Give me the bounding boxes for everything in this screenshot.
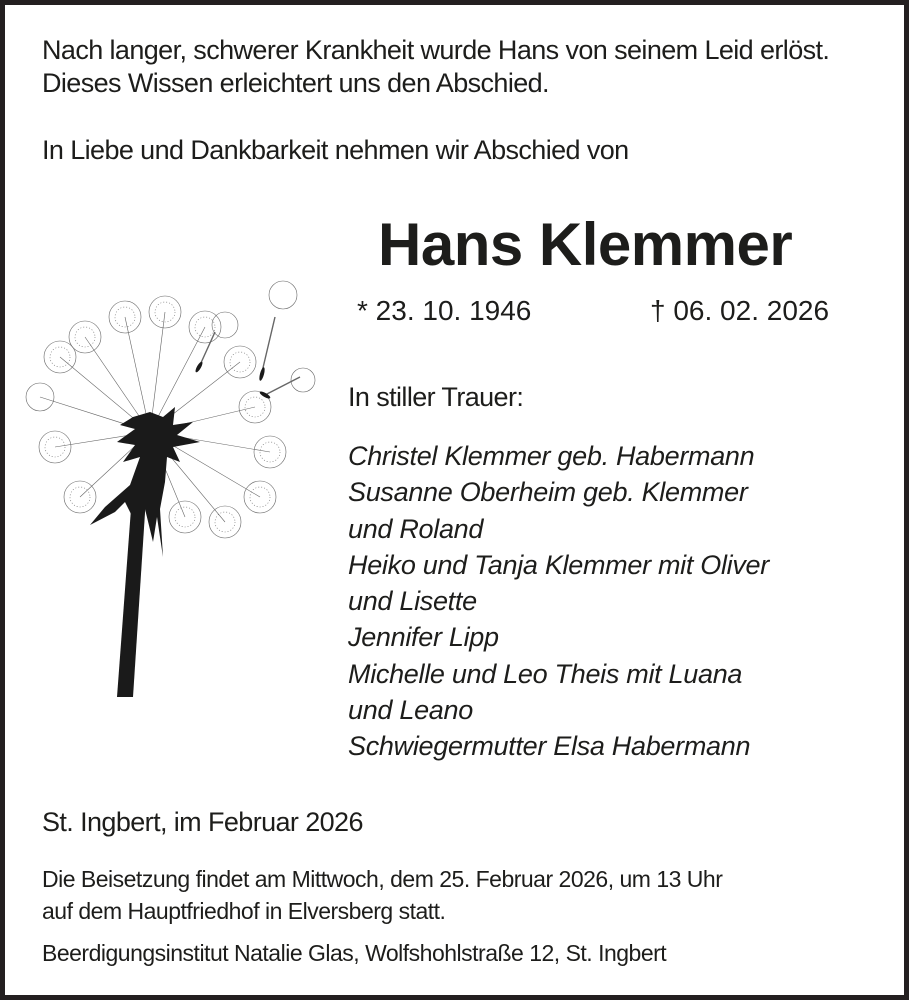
mourner-line: Jennifer Lipp [348,622,499,653]
undertaker-info: Beerdigungsinstitut Natalie Glas, Wolfshohlstraße 12, St. Ingbert [42,940,667,966]
mourner-line: Christel Klemmer geb. Habermann [348,441,755,471]
birth-date: * 23. 10. 1946 [357,295,532,326]
mourner-line: Michelle und Leo Theis mit Luana [348,658,743,689]
mourner-line: und Leano [348,695,473,726]
mourner-line: Susanne Oberheim geb. Klemmer [348,477,748,508]
deceased-name: Hans Klemmer [378,211,793,278]
mourners-heading: In stiller Trauer: [348,382,524,412]
dandelion-icon [25,277,345,702]
mourner-line: und Roland [348,513,484,544]
burial-info-line-1: Die Beisetzung findet am Mittwoch, dem 25. Februar 2026, um 13 Uhr [42,866,723,892]
intro-text-line-2: Dieses Wissen erleichtert uns den Abschied. [42,68,549,98]
farewell-text: In Liebe und Dankbarkeit nehmen wir Abschied von [42,135,629,165]
death-date: † 06. 02. 2026 [650,295,830,326]
mourner-line: Heiko und Tanja Klemmer mit Oliver [348,549,769,580]
mourner-line: und Lisette [348,586,477,617]
mourners-list [348,438,769,765]
intro-text-line-1: Nach langer, schwerer Krankheit wurde Hans von seinem Leid erlöst. [42,35,830,65]
mourner-line: Schwiegermutter Elsa Habermann [348,731,751,762]
obituary-card [5,5,904,995]
place-date: St. Ingbert, im Februar 2026 [42,807,363,837]
burial-info-line-2: auf dem Hauptfriedhof in Elversberg statt. [42,898,446,924]
